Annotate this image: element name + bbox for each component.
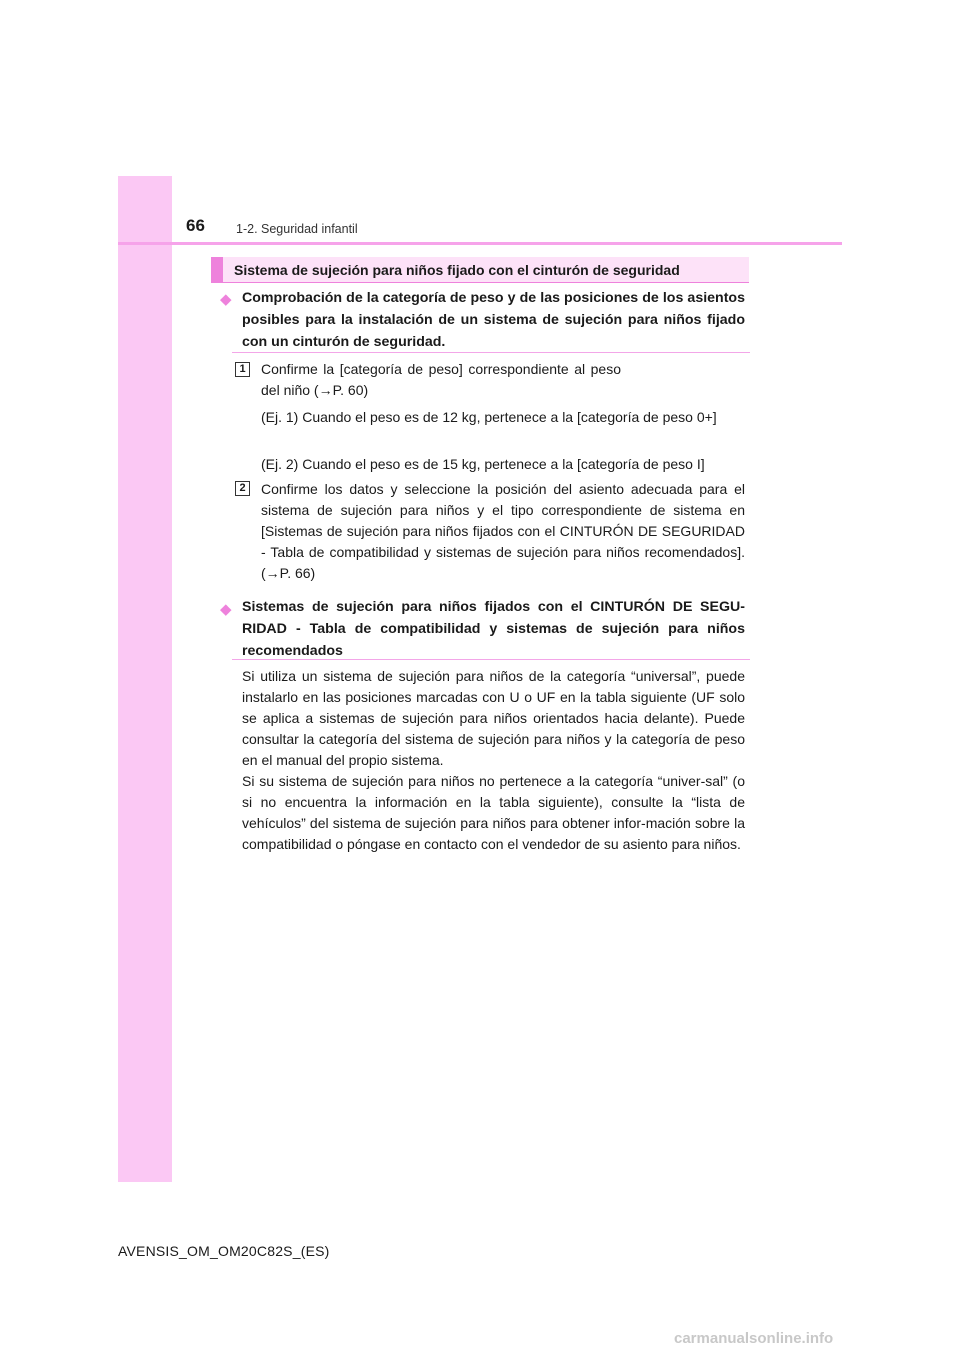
step-1-example-1 <box>261 407 745 428</box>
side-band <box>118 176 172 1182</box>
section2-body <box>242 666 745 855</box>
section-name: 1-2. Seguridad infantil <box>236 222 358 236</box>
step-1-example-2: (Ej. 2) Cuando el peso es de 15 kg, pertenece a la [categoría de peso I] <box>261 456 705 472</box>
footer-code: AVENSIS_OM_OM20C82S_(ES) <box>118 1243 330 1259</box>
section2-paragraph-2: Si su sistema de sujeción para niños no pertenece a la categoría “univer-sal” (o si no encuentra la información en la tabla siguiente), consulte la “lista de vehículos” del sistema de sujeción para niños para obtener infor-mación sobre la compatibilidad o póngase en contacto con el vendedor de su asiento para niños. <box>242 773 745 852</box>
step-1-badge: 1 <box>235 362 250 377</box>
section2-rule <box>232 659 750 660</box>
diamond-bullet-icon: ◆ <box>220 601 232 618</box>
header-rule <box>118 242 842 245</box>
step-2-badge: 2 <box>235 481 250 496</box>
step-1-text: Confirme la [categoría de peso] correspondiente al peso del niño (→P. 60) <box>261 361 621 398</box>
section1-heading: Comprobación de la categoría de peso y de las posiciones de los asientos posibles para la instalación de un sistema de sujeción para niños fijado con un cinturón de seguridad. <box>242 290 745 350</box>
page-number: 66 <box>186 216 205 235</box>
step-2-text: Confirme los datos y seleccione la posición del asiento adecuada para el sistema de sujeción para niños y el tipo correspondiente de sistema en [Sistemas de sujeción para niños fijados con el CINTURÓN DE SEGURIDAD - Tabla de compatibilidad y sistemas de sujeción para niños recomendados]. (→P. 66) <box>261 481 745 581</box>
section1-rule <box>232 352 750 353</box>
box-title <box>211 257 749 283</box>
watermark: carmanualsonline.info <box>674 1330 834 1347</box>
diamond-bullet-icon: ◆ <box>220 291 232 308</box>
section2-paragraph-1: Si utiliza un sistema de sujeción para niños de la categoría “universal”, puede instalarlo en las posiciones marcadas con U o UF en la tabla siguiente (UF solo se aplica a sistemas de sujeción para niños orientados hacia delante). Puede consultar la categoría del sistema de sujeción para niños y la categoría de peso en el manual del propio sistema. <box>242 668 745 768</box>
section2-heading: Sistemas de sujeción para niños fijados con el CINTURÓN DE SEGU-RIDAD - Tabla de compatibilidad y sistemas de sujeción para niños recomendados <box>242 599 745 659</box>
step-1-example-1-text: (Ej. 1) Cuando el peso es de 12 kg, pertenece a la [categoría de peso 0+] <box>261 409 717 425</box>
box-title-text: Sistema de sujeción para niños fijado con el cinturón de seguridad <box>234 262 680 278</box>
